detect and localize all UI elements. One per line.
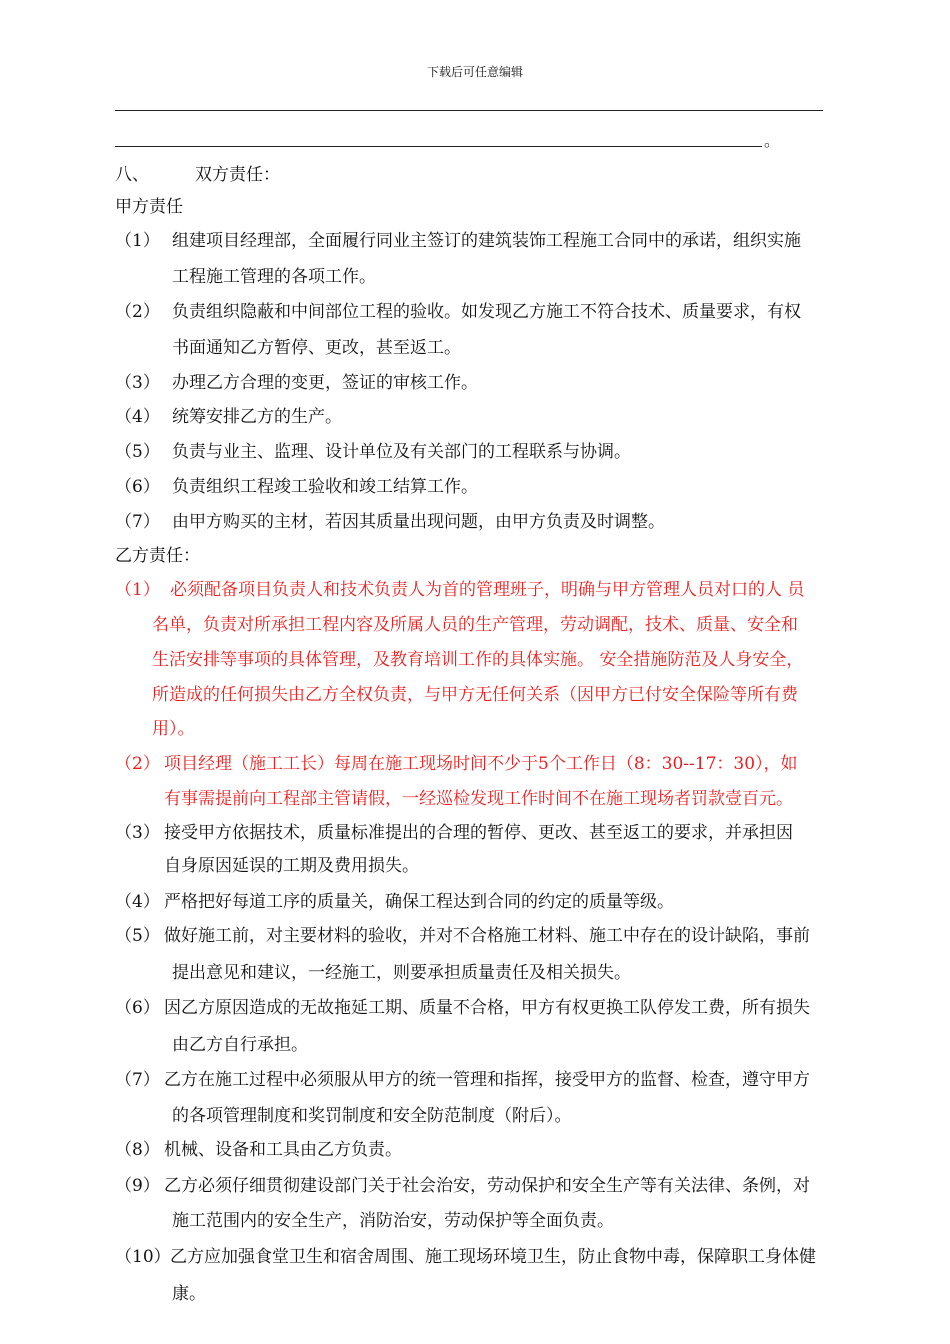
party-b-item-text: 有事需提前向工程部主管请假，一经巡检发现工作时间不在施工现场者罚款壹百元。 [164,789,793,809]
section-heading [115,164,280,186]
party-b-item-number: （1） [115,580,160,600]
party-a-item-text: 负责与业主、监理、设计单位及有关部门的工程联系与协调。 [172,442,631,462]
party-b-item-text: 做好施工前，对主要材料的验收，并对不合格施工材料、施工中存在的设计缺陷，事前 [164,926,810,946]
party-b-item-text: 乙方必须仔细贯彻建设部门关于社会治安，劳动保护和安全生产等有关法律、条例，对 [164,1176,810,1196]
party-a-item-text: 负责组织隐蔽和中间部位工程的验收。如发现乙方施工不符合技术、质量要求，有权 [172,302,801,322]
section-title: 双方责任： [195,165,280,185]
party-a-item-text: 书面通知乙方暂停、更改，甚至返工。 [172,338,461,358]
party-b-item-text: 严格把好每道工序的质量关，确保工程达到合同的约定的质量等级。 [164,892,674,912]
party-a-item-text: 办理乙方合理的变更，签证的审核工作。 [172,373,478,393]
party-b-item-number: （4） [115,892,160,912]
party-a-item-number: （1） [115,231,160,251]
party-b-item-text: 乙方在施工过程中必须服从甲方的统一管理和指挥，接受甲方的监督、检查，遵守甲方 [164,1070,810,1090]
party-b-item-text: 乙方应加强食堂卫生和宿舍周围、施工现场环境卫生，防止食物中毒，保障职工身体健 [170,1247,816,1267]
party-b-item-number: （6） [115,998,160,1018]
party-b-item-text: 施工范围内的安全生产，消防治安，劳动保护等全面负责。 [172,1211,614,1231]
blank-fill-line [115,146,762,147]
section-number: 八、 [115,165,149,185]
party-b-item-text: 机械、设备和工具由乙方负责。 [164,1140,402,1160]
party-a-item-number: （3） [115,373,160,393]
party-b-item-text: 名单，负责对所承担工程内容及所属人员的生产管理，劳动调配，技术、质量、安全和 [152,615,798,635]
party-b-heading: 乙方责任： [115,546,200,566]
page-header: 下载后可任意编辑 [426,65,523,79]
party-b-item-text: 项目经理（施工工长）每周在施工现场时间不少于5个工作日（8：30--17：30），如 [164,754,798,774]
party-b-item-text: 由乙方自行承担。 [172,1035,308,1055]
party-a-item-text: 由甲方购买的主材，若因其质量出现问题，由甲方负责及时调整。 [172,512,665,532]
party-b-item-text: 接受甲方依据技术，质量标准提出的合理的暂停、更改、甚至返工的要求，并承担因 [164,823,793,843]
party-b-item-text: 用）。 [152,719,195,739]
party-a-item-number: （5） [115,442,160,462]
party-b-item-number: （5） [115,926,160,946]
blank-fill-period: 。 [764,131,781,150]
party-a-item-number: （6） [115,477,160,497]
party-b-item-number: （2） [115,754,160,774]
party-b-item-number: （7） [115,1070,160,1090]
party-a-item-text: 统筹安排乙方的生产。 [172,407,342,427]
party-b-item-text: 因乙方原因造成的无故拖延工期、质量不合格，甲方有权更换工队停发工费，所有损失 [164,998,810,1018]
party-b-item-text: 生活安排等事项的具体管理，及教育培训工作的具体实施。 安全措施防范及人身安全， [152,650,804,670]
party-b-item-text: 自身原因延误的工期及费用损失。 [164,856,419,876]
party-b-item-number: （8） [115,1140,160,1160]
party-b-item-number: （3） [115,823,160,843]
party-b-item-text: 康。 [172,1284,206,1304]
party-a-item-text: 组建项目经理部，全面履行同业主签订的建筑装饰工程施工合同中的承诺，组织实施 [172,231,801,251]
party-b-item-text: 提出意见和建议，一经施工，则要承担质量责任及相关损失。 [172,963,631,983]
party-a-item-text: 工程施工管理的各项工作。 [172,267,376,287]
party-a-item-number: （4） [115,407,160,427]
party-b-item-text: 必须配备项目负责人和技术负责人为首的管理班子，明确与甲方管理人员对口的人 员 [170,580,805,600]
party-b-item-number: （9） [115,1176,160,1196]
party-b-item-text: 所造成的任何损失由乙方全权负责，与甲方无任何关系（因甲方已付安全保险等所有费 [152,685,798,705]
party-a-item-number: （2） [115,302,160,322]
blank-fill-line [115,110,823,111]
party-a-item-text: 负责组织工程竣工验收和竣工结算工作。 [172,477,478,497]
party-a-item-number: （7） [115,512,160,532]
party-b-item-number: （10） [115,1247,171,1267]
party-b-item-text: 的各项管理制度和奖罚制度和安全防范制度（附后）。 [172,1106,572,1126]
party-a-heading: 甲方责任 [115,197,183,217]
